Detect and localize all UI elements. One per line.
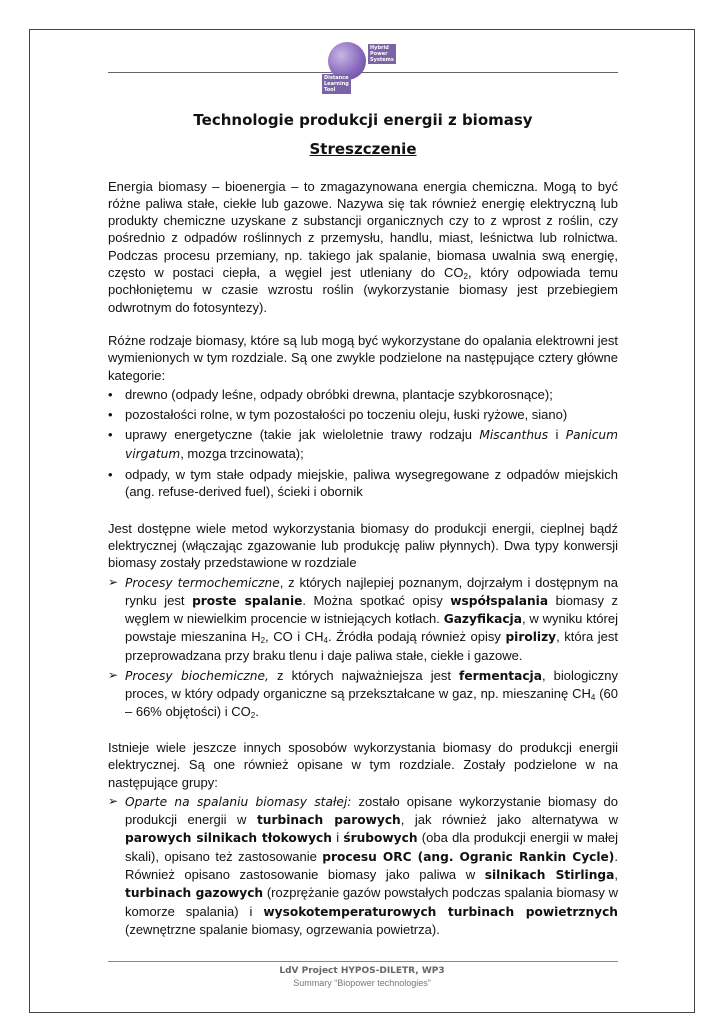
document-subtitle: Streszczenie (309, 140, 417, 159)
list-item: • pozostałości rolne, w tym pozostałości po toczeniu oleju, łuski ryżowe, siano) (108, 407, 568, 423)
project-logo (318, 40, 408, 102)
logo-label-top: Hybrid Power Systems (370, 45, 394, 63)
list-item: • drewno (odpady leśne, odpady obróbki drewna, plantacje szybkorosnące); (108, 386, 553, 402)
paragraph-categories: Różne rodzaje biomasy, które są lub mogą być wykorzystane do opalania elektrowni jest wymienionych w tym rozdziale. Są one zwykle podzielone na następujące cztery główne kategorie: (108, 332, 618, 383)
other-methods-list (108, 793, 618, 938)
document-body (108, 112, 618, 941)
logo-label-bottom: Distance Learning Tool (324, 75, 349, 93)
biomass-category-list (108, 386, 618, 501)
footer-rule (108, 961, 618, 962)
document-title: Technologie produkcji energii z biomasy (193, 111, 533, 129)
footer-summary: Summary “Biopower technologies” (293, 978, 431, 988)
paragraph-conversion: Jest dostępne wiele metod wykorzystania biomasy do produkcji energii, cieplnej bądź elektrycznej (włączając zgazowanie lub produkcję paliw płynnych). Dwa typy konwersji biomasy zostały przedstawione w rozdziale (108, 520, 618, 571)
list-item: ➢ Oparte na spalaniu biomasy stałej: zostało opisane wykorzystanie biomasy do produkcji energii w turbinach parowych, jak również jako alternatywa w parowych silnikach tłokowych i śrubowych (oba dla produkcji energii w małej skali), opisano też zastosowanie procesu ORC (ang. Ogranic Rankin Cycle). Również opisano zastosowanie biomasy jako paliwa w silnikach Stirlinga, turbinach gazowych (rozprężanie gazów powstałych podczas spalania biomasy w komorze spalania) i wysokotemperaturowych turbinach powietrznych (zewnętrzne spalanie biomasy, ogrzewania powietrza). (108, 793, 619, 937)
list-item: • uprawy energetyczne (takie jak wieloletnie trawy rodzaju Miscanthus i Panicum virgatum, mozga trzcinowata); (108, 427, 618, 461)
list-item: ➢ Procesy biochemiczne, z których najważniejsza jest fermentacja, biologiczny proces, w który odpady organiczne są przekształcane w gaz, np. mieszaninę $CH_4$ (60 – 66% objętości) i $CO_2$. (108, 668, 619, 720)
paragraph-intro: Energia biomasy – bioenergia – to zmagazynowana energia chemiczna. Mogą to być różne paliwa stałe, ciekłe lub gazowe. Nazywa się tak również energię elektryczną lub produkty chemiczne uzyskane z substancji organicznych czy to z wprost z roślin, czy pośrednio z odpadów roślinnych z przemysłu, handlu, miast, leśnictwa lub rolnictwa. Podczas procesu przemiany, np. takiego jak spalanie, biomasa uwalnia swą energię, często w postaci ciepła, a węgiel jest utleniany do $CO_2$, który odpowiada temu pochłoniętemu w czasie wzrostu roślin (wykorzystanie biomasy jest przebiegiem odwrotnym do fotosyntezy). (108, 178, 619, 315)
footer-project: LdV Project HYPOS-DILETR, WP3 (279, 966, 445, 976)
conversion-process-list (108, 574, 618, 720)
paragraph-other-methods: Istnieje wiele jeszcze innych sposobów wykorzystania biomasy do produkcji energii elektrycznej. Są one również opisane w tym rozdziale. Zostały podzielone w na następujące grupy: (108, 739, 618, 790)
list-item: • odpady, w tym stałe odpady miejskie, paliwa wysegregowane z odpadów miejskich (ang. refuse-derived fuel), ścieki i obornik (108, 467, 618, 500)
list-item: ➢ Procesy termochemiczne, z których najlepiej poznanym, dojrzałym i dostępnym na rynku jest proste spalanie. Można spotkać opisy współspalania biomasy z węglem w niewielkim procencie w istniejących kotłach. Gazyfikacja, w wyniku której powstaje mieszanina $H_2$, CO i $CH_4$. Źródła podają również opisy pirolizy, która jest przeprowadzana przy braku tlenu i daje paliwa stałe, ciekłe i gazowe. (108, 574, 619, 663)
